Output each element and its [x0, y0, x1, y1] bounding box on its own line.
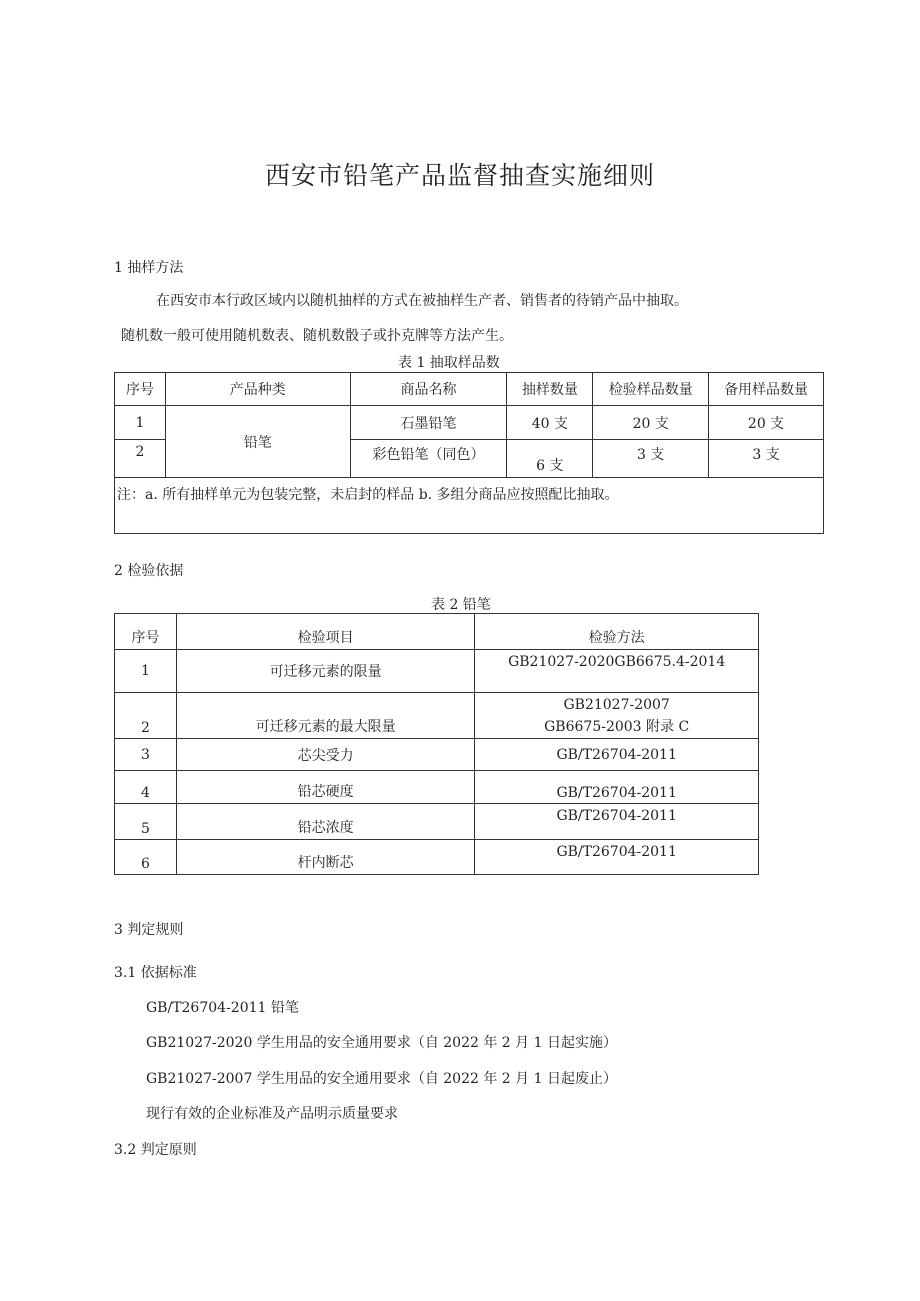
row-number: 3: [115, 739, 177, 771]
standard-item: GB21027-2020 学生用品的安全通用要求（自 2022 年 2 月 1 日起实施）: [146, 1035, 617, 1051]
table-row: [115, 804, 759, 840]
section-3-1-heading: 3.1 依据标准: [114, 965, 197, 981]
method-line: GB6675-2003 附录 C: [544, 718, 690, 735]
inspection-method: GB/T26704-2011: [475, 739, 759, 771]
row-number: 2: [115, 440, 166, 478]
inspection-method: [475, 693, 759, 739]
header-cell: 备用样品数量: [709, 373, 824, 406]
table-2-caption: 表 2 铅笔: [431, 597, 491, 613]
table-row: [115, 650, 759, 693]
section-2-heading: 2 检验依据: [114, 563, 184, 579]
table-row: [115, 406, 824, 440]
table-1-caption: 表 1 抽取样品数: [398, 355, 500, 371]
table-header-row: [115, 373, 824, 406]
row-number: 4: [115, 771, 177, 804]
method-line: GB21027-2007: [563, 696, 670, 713]
table-header-row: [115, 614, 759, 650]
product-name: 石墨铅笔: [350, 406, 507, 440]
header-cell: 序号: [115, 614, 177, 650]
header-cell: 检验方法: [475, 614, 759, 650]
product-name: 彩色铅笔（同色）: [350, 440, 507, 478]
section-1-paragraph-1: 在西安市本行政区域内以随机抽样的方式在被抽样生产者、销售者的待销产品中抽取。: [156, 293, 688, 309]
table-note: 注：a. 所有抽样单元为包装完整，未启封的样品 b. 多组分商品应按照配比抽取。: [115, 478, 824, 534]
sample-quantity: 40 支: [507, 406, 593, 440]
test-quantity: 3 支: [593, 440, 709, 478]
row-number: 1: [115, 406, 166, 440]
section-3-2-heading: 3.2 判定原则: [114, 1142, 197, 1158]
product-category: 铅笔: [165, 406, 350, 478]
row-number: 2: [115, 693, 177, 739]
standard-item: 现行有效的企业标准及产品明示质量要求: [146, 1106, 398, 1122]
table-note-row: [115, 478, 824, 534]
table-row: [115, 693, 759, 739]
inspection-item: 铅芯硬度: [176, 771, 474, 804]
section-1-heading: 1 抽样方法: [114, 260, 184, 276]
section-1-paragraph-2: 随机数一般可使用随机数表、随机数骰子或扑克牌等方法产生。: [121, 328, 513, 344]
table-row: [115, 739, 759, 771]
page-title: 西安市铅笔产品监督抽查实施细则: [264, 161, 655, 190]
inspection-basis-table: [114, 613, 759, 875]
table-row: [115, 771, 759, 804]
header-cell: 商品名称: [350, 373, 507, 406]
header-cell: 产品种类: [165, 373, 350, 406]
header-cell: 抽样数量: [507, 373, 593, 406]
inspection-method: GB/T26704-2011: [475, 771, 759, 804]
sample-quantity-table: [114, 372, 824, 534]
header-cell: 检验样品数量: [593, 373, 709, 406]
inspection-item: 可迁移元素的最大限量: [176, 693, 474, 739]
header-cell: 序号: [115, 373, 166, 406]
row-number: 5: [115, 804, 177, 840]
inspection-method: GB21027-2020GB6675.4-2014: [475, 650, 759, 693]
spare-quantity: 3 支: [709, 440, 824, 478]
test-quantity: 20 支: [593, 406, 709, 440]
inspection-method: GB/T26704-2011: [475, 840, 759, 875]
inspection-item: 可迁移元素的限量: [176, 650, 474, 693]
row-number: 6: [115, 840, 177, 875]
inspection-item: 芯尖受力: [176, 739, 474, 771]
sample-quantity: 6 支: [507, 440, 593, 478]
section-3-heading: 3 判定规则: [114, 922, 184, 938]
inspection-item: 杆内断芯: [176, 840, 474, 875]
header-cell: 检验项目: [176, 614, 474, 650]
row-number: 1: [115, 650, 177, 693]
inspection-item: 铅芯浓度: [176, 804, 474, 840]
spare-quantity: 20 支: [709, 406, 824, 440]
table-row: [115, 840, 759, 875]
standard-item: GB/T26704-2011 铅笔: [146, 1000, 299, 1016]
inspection-method: GB/T26704-2011: [475, 804, 759, 840]
standard-item: GB21027-2007 学生用品的安全通用要求（自 2022 年 2 月 1 日起废止）: [146, 1071, 617, 1087]
